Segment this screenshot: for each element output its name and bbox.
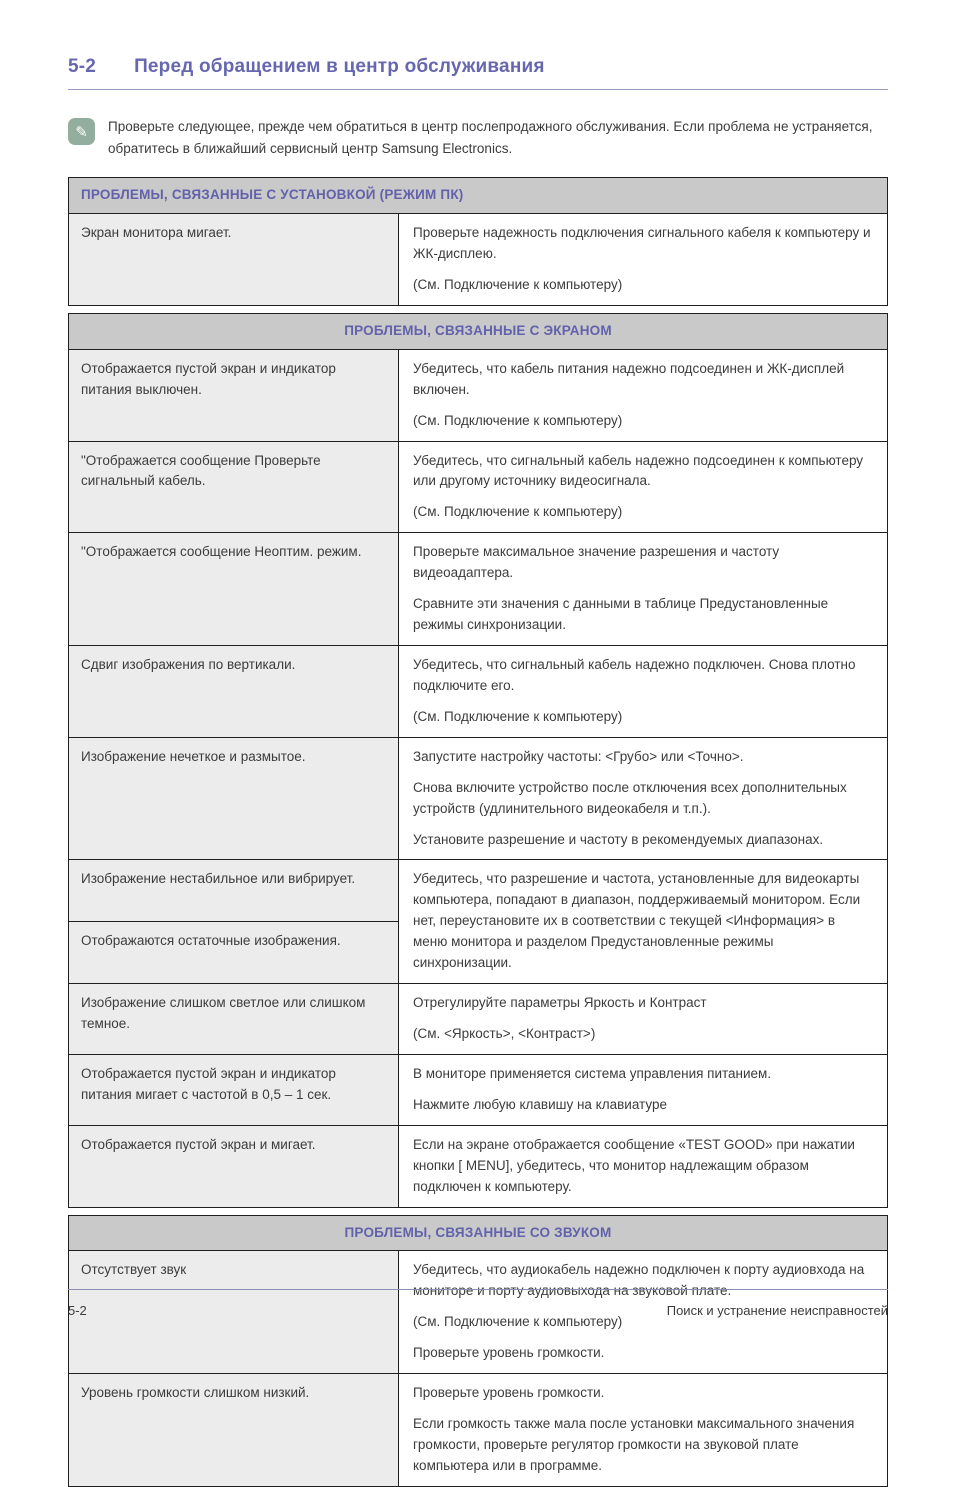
table-section-header: ПРОБЛЕМЫ, СВЯЗАННЫЕ СО ЗВУКОМ (69, 1215, 888, 1251)
solution-text: (См. Подключение к компьютеру) (413, 276, 623, 292)
solution-text: Снова включите устройство после отключения всех дополнительных устройств (удлинительного видеокабеля и т.п.). (413, 779, 847, 816)
problem-cell (69, 533, 399, 646)
page-header (68, 0, 888, 90)
problem-cell (69, 1374, 399, 1487)
solution-text: (См. Подключение к компьютеру) (413, 504, 623, 520)
pencil-note-icon: ✎ (68, 118, 95, 145)
note-block (68, 116, 888, 159)
page-content (68, 0, 888, 1487)
table-row (69, 441, 888, 533)
solution-cell (399, 349, 888, 441)
page-title: Перед обращением в центр обслуживания (134, 56, 545, 77)
table-row (69, 860, 888, 922)
problem-text: Отсутствует звук (81, 1262, 187, 1278)
solution-cell (399, 533, 888, 646)
table-sound-problems (68, 1215, 888, 1487)
table-row (69, 984, 888, 1055)
solution-text: Убедитесь, что аудиокабель надежно подключен к порту аудиовхода на мониторе и порту аудиовыхода на звуковой плате. (413, 1262, 865, 1299)
problem-cell (69, 349, 399, 441)
problem-cell (69, 860, 399, 922)
solution-text: Убедитесь, что разрешение и частота, установленные для видеокарты компьютера, попадают в диапазон, поддерживаемый монитором. Если нет, переустановите их в соответствии с текущей <Информация> в меню монитора и разделом Предустановленные режимы синхронизации. (413, 871, 861, 971)
problem-cell (69, 737, 399, 860)
table-row (69, 214, 888, 306)
footer-page-number: 5-2 (68, 1303, 87, 1318)
solution-text: Запустите настройку частоты: <Грубо> или <Точно>. (413, 748, 744, 764)
solution-text: Проверьте надежность подключения сигнального кабеля к компьютеру и ЖК-дисплею. (413, 225, 871, 262)
table-row (69, 1125, 888, 1207)
solution-text: Убедитесь, что сигнальный кабель надежно подключен. Снова плотно подключите его. (413, 657, 856, 693)
table-row (69, 533, 888, 646)
solution-cell (399, 1125, 888, 1207)
table-row (69, 646, 888, 738)
footer-chapter-title: Поиск и устранение неисправностей (666, 1303, 888, 1318)
problem-text: "Отображается сообщение Проверьте сигнальный кабель. (81, 452, 321, 489)
section-number: 5-2 (68, 56, 97, 77)
solution-text: Установите разрешение и частоту в рекомендуемых диапазонах. (413, 831, 824, 847)
solution-text: Убедитесь, что сигнальный кабель надежно подсоединен к компьютеру или другому источнику видеосигнала. (413, 452, 864, 489)
solution-cell (399, 646, 888, 738)
solution-text: (См. <Яркость>, <Контраст>) (413, 1026, 596, 1041)
solution-cell (399, 860, 888, 984)
solution-text: (См. Подключение к компьютеру) (413, 708, 623, 724)
problem-text: Отображается пустой экран и индикатор питания выключен. (81, 360, 336, 397)
solution-text: Отрегулируйте параметры Яркость и Контраст (413, 995, 707, 1011)
solution-text: Если на экране отображается сообщение «TEST GOOD» при нажатии кнопки [ MENU], убедитесь, что монитор надлежащим образом подключен к компьютеру. (413, 1136, 855, 1194)
solution-text: (См. Подключение к компьютеру) (413, 412, 623, 428)
solution-text: Проверьте уровень громкости. (413, 1385, 605, 1401)
solution-cell (399, 1374, 888, 1487)
problem-text: "Отображается сообщение Неоптим. режим. (81, 544, 362, 560)
problem-cell (69, 1125, 399, 1207)
solution-text: Проверьте максимальное значение разрешения и частоту видеоадаптера. (413, 544, 780, 581)
problem-text: Отображаются остаточные изображения. (81, 933, 341, 949)
problem-text: Изображение нестабильное или вибрирует. (81, 871, 356, 887)
table-header-row (69, 313, 888, 349)
table-header-row (69, 178, 888, 214)
solution-cell (399, 737, 888, 860)
solution-text: Убедитесь, что кабель питания надежно подсоединен и ЖК-дисплей включен. (413, 360, 845, 397)
problem-text: Отображается пустой экран и индикатор питания мигает с частотой в 0,5 – 1 сек. (81, 1065, 336, 1102)
problem-text: Отображается пустой экран и мигает. (81, 1136, 316, 1152)
table-row (69, 737, 888, 860)
problem-text: Уровень громкости слишком низкий. (81, 1385, 310, 1401)
table-header-row (69, 1215, 888, 1251)
solution-cell (399, 214, 888, 306)
table-screen-problems (68, 313, 888, 1208)
problem-text: Экран монитора мигает. (81, 225, 232, 241)
problem-text: Изображение слишком светлое или слишком темное. (81, 995, 366, 1031)
table-installation-problems (68, 177, 888, 306)
problem-cell (69, 441, 399, 533)
solution-text: Проверьте уровень громкости. (413, 1345, 605, 1361)
table-row (69, 349, 888, 441)
table-section-header: ПРОБЛЕМЫ, СВЯЗАННЫЕ С ЭКРАНОМ (69, 313, 888, 349)
problem-cell (69, 646, 399, 738)
solution-text: В мониторе применяется система управления питанием. (413, 1065, 772, 1081)
solution-text: Если громкость также мала после установки максимального значения громкости, проверьте регулятор громкости на звуковой плате компьютера или в программе. (413, 1416, 855, 1473)
solution-cell (399, 441, 888, 533)
solution-text: (См. Подключение к компьютеру) (413, 1314, 623, 1330)
problem-text: Сдвиг изображения по вертикали. (81, 657, 296, 673)
problem-cell (69, 922, 399, 984)
problem-cell (69, 984, 399, 1055)
solution-text: Сравните эти значения с данными в таблице Предустановленные режимы синхронизации. (413, 596, 829, 633)
table-section-header: ПРОБЛЕМЫ, СВЯЗАННЫЕ С УСТАНОВКОЙ (РЕЖИМ ПК) (69, 178, 888, 214)
solution-cell (399, 984, 888, 1055)
problem-cell (69, 1054, 399, 1125)
problem-cell (69, 214, 399, 306)
table-row (69, 1054, 888, 1125)
problem-text: Изображение нечеткое и размытое. (81, 748, 306, 764)
page-footer (68, 1289, 888, 1318)
solution-text: Нажмите любую клавишу на клавиатуре (413, 1096, 667, 1112)
note-text: Проверьте следующее, прежде чем обратиться в центр послепродажного обслуживания. Если проблема не устраняется, обратитесь в ближайший сервисный центр Samsung Electronics. (108, 119, 873, 156)
solution-cell (399, 1054, 888, 1125)
table-row (69, 1374, 888, 1487)
